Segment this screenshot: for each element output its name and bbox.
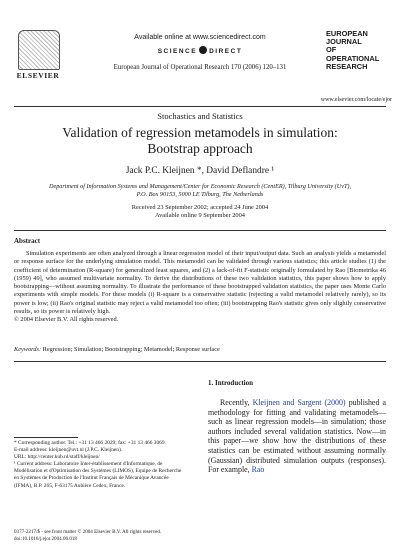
issn-line: 0377-2217/$ - see front matter © 2004 Elsevier B.V. All rights reserved. bbox=[14, 529, 162, 535]
affiliation-line: P.O. Box 90153, 5000 LE Tilburg, The Netherlands bbox=[136, 191, 264, 198]
journal-title-line: JOURNAL bbox=[326, 37, 362, 47]
journal-title bbox=[326, 30, 390, 71]
title-line: Bootstrap approach bbox=[147, 141, 253, 156]
received-dates bbox=[0, 204, 400, 220]
footnote-divider bbox=[14, 437, 78, 438]
sciencedirect-logo bbox=[150, 46, 250, 58]
publisher-name: ELSEVIER bbox=[16, 71, 60, 80]
footnote-url[interactable]: URL: http://center.kub.nl/staff/kleijnen/ bbox=[14, 454, 100, 461]
abstract-text: Simulation experiments are often analyzed through a linear regression model of their input/output data. Such an analysis yields a metamodel or response surface for the underlying simulation model. This metamodel can be validated through various statistics; this article studies (1) the coefficient of determination (R-square) for generalized least squares, and (2) a lack-of-fit F-statistic originally formulated by Rao [Biometrika 46 (1959) 49], who assumed multivariate normality. To derive the distributions of these two validation statistics, this paper shows how to apply bootstrapping—without assuming normality. To illustrate the performance of these bootstrapped validation statistics, the paper uses Monte Carlo experiments with simple models. For these models (i) R-square is a conservative statistic (rejecting a valid metamodel relatively rarely), so its power is low; (ii) Rao's original statistic may reject a valid metamodel too often; (iii) bootstrapping Rao's statistic gives only slightly conservative results, so its power is relatively high. bbox=[14, 250, 386, 316]
front-matter bbox=[14, 529, 234, 542]
journal-reference: European Journal of Operational Research 170 (2006) 120–131 bbox=[113, 64, 287, 71]
abstract-bottom-divider bbox=[14, 361, 386, 362]
abstract-top-divider bbox=[14, 230, 386, 231]
journal-title-line: RESEARCH bbox=[326, 61, 368, 71]
sciencedirect-dot-icon bbox=[199, 46, 207, 54]
journal-url[interactable]: www.elsevier.com/locate/ejor bbox=[320, 97, 392, 103]
citation-link[interactable]: Kleijnen and Sargent (2000) bbox=[252, 398, 346, 407]
citation-link[interactable]: Rao bbox=[251, 465, 265, 475]
footnote-email[interactable]: E-mail address: kleijnen@uvt.nl (J.P.C. Kleijnen). bbox=[14, 447, 123, 454]
journal-title-line: EUROPEAN bbox=[326, 29, 368, 38]
keywords-list: Regression; Simulation; Bootstrapping; Metamodel; Response surface bbox=[42, 346, 220, 353]
intro-text-pre: Recently, bbox=[220, 398, 253, 407]
received-line: Received 23 September 2002; accepted 24 June 2004 bbox=[131, 204, 269, 211]
affiliation bbox=[36, 183, 364, 199]
title-line: Validation of regression metamodels in simulation: bbox=[62, 125, 338, 140]
abstract-body bbox=[14, 250, 386, 325]
intro-body bbox=[208, 398, 386, 475]
copyright: © 2004 Elsevier B.V. All rights reserved. bbox=[14, 316, 119, 324]
abstract-heading: Abstract bbox=[14, 237, 41, 245]
keywords bbox=[14, 346, 386, 353]
intro-text-mid: published a methodology for fitting and validating metamodels—such as linear regression models—in simulation; those authors included several validation statistics. Now—in this paper—we show how the distributions of these statistics can be estimated without assuming normally (Gaussian) distributed simulation outputs (responses). For example, bbox=[208, 398, 387, 475]
sciencedirect-right: DIRECT bbox=[209, 48, 243, 55]
section-label: Stochastics and Statistics bbox=[157, 111, 243, 121]
footnotes bbox=[14, 440, 182, 490]
sciencedirect-left: SCIENCE bbox=[157, 48, 198, 55]
available-online: Available online at www.sciencedirect.com bbox=[134, 34, 266, 41]
doi-line[interactable]: doi:10.1016/j.ejor.2004.06.018 bbox=[14, 535, 77, 542]
journal-title-line: OF OPERATIONAL bbox=[326, 45, 380, 63]
authors: Jack P.C. Kleijnen *, David Deflandre ¹ bbox=[125, 166, 275, 176]
keywords-label: Keywords: bbox=[14, 346, 42, 353]
affiliation-line: Department of Information Systems and Management/Center for Economic Research (CentER), Tilburg University (UvT), bbox=[49, 183, 351, 190]
footnote-current-address: ¹ Current address: Laboratoire Inter-établissement d'Informatique, de Modélisation et d'Optimisation des Systèmes (LIMOS), Equipe de Recherche en Systèmes de Production de l'Institut Français de Mécanique Avancée (IFMA), B.P. 265, F-63175 Aubière Cedex, France. bbox=[14, 461, 182, 489]
article-title bbox=[30, 125, 370, 157]
intro-heading: 1. Introduction bbox=[208, 379, 253, 387]
footnote-corresponding: * Corresponding author. Tel.: +31 13 466 2029; fax: +31 13 466 3069. bbox=[14, 440, 166, 446]
header-divider bbox=[14, 106, 386, 107]
available-line: Available online 9 September 2004 bbox=[154, 212, 246, 219]
